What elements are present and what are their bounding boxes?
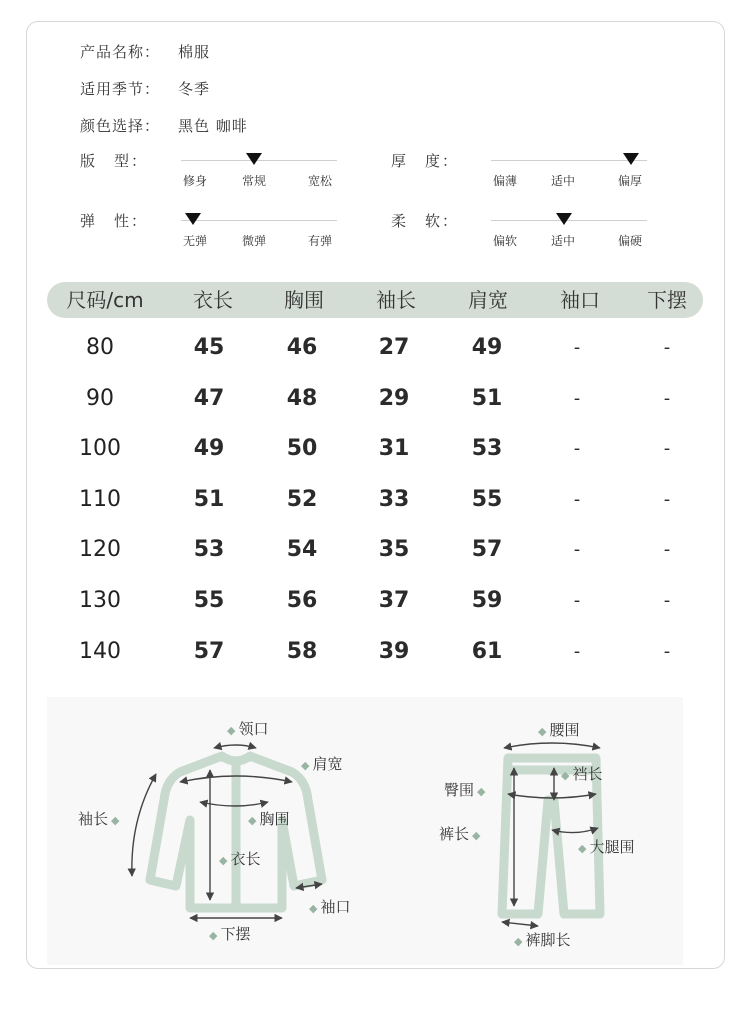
cell-shoulder: 61 [471,639,503,664]
cell-chest: 50 [286,436,318,461]
thickness-option-1: 偏薄 [493,174,518,188]
cell-hem: - [663,590,671,611]
cell-length: 51 [193,487,225,512]
cell-cuff: - [573,337,581,358]
header-cuff: 袖口 [560,288,600,312]
diamond-icon: ◆ [248,814,257,827]
cell-cuff: - [573,539,581,560]
header-shoulder: 肩宽 [468,288,508,312]
product-name-value: 棉服 [178,43,211,61]
thickness-label: 厚 度： [391,152,460,170]
jacket-shape [150,756,322,908]
cell-cuff: - [573,641,581,662]
cell-size: 130 [79,588,121,613]
label-shoulder: ◆ 肩宽 [301,755,343,773]
fit-label: 版 型： [80,152,149,170]
cell-hem: - [663,438,671,459]
cell-length: 57 [193,639,225,664]
cell-cuff: - [573,489,581,510]
cell-sleeve: 37 [378,588,410,613]
header-size: 尺码/cm [66,288,144,312]
cell-hem: - [663,539,671,560]
label-sleeve: 袖长 ◆ [78,810,120,828]
softness-label: 柔 软： [391,212,460,230]
cell-shoulder: 59 [471,588,503,613]
cell-sleeve: 33 [378,487,410,512]
cell-hem: - [663,489,671,510]
diamond-icon: ◆ [309,902,318,915]
softness-option-2: 适中 [551,234,576,248]
cell-sleeve: 39 [378,639,410,664]
cell-cuff: - [573,438,581,459]
season-label: 适用季节： [80,80,161,98]
cell-chest: 56 [286,588,318,613]
diamond-icon: ◆ [514,935,523,948]
elasticity-option-1: 无弹 [183,234,208,248]
product-name-label: 产品名称： [80,43,161,61]
cell-chest: 48 [286,386,318,411]
fit-option-1: 修身 [183,174,208,188]
header-sleeve: 袖长 [376,288,416,312]
cell-sleeve: 29 [378,386,410,411]
header-hem: 下摆 [647,288,687,312]
fit-option-3: 宽松 [308,174,333,188]
diamond-icon: ◆ [301,759,310,772]
cell-length: 53 [193,537,225,562]
cell-hem: - [663,641,671,662]
diamond-icon: ◆ [219,854,228,867]
label-rise: ◆ 裆长 [561,765,603,783]
cell-length: 49 [193,436,225,461]
cell-shoulder: 55 [471,487,503,512]
elasticity-option-3: 有弹 [308,234,333,248]
cell-chest: 46 [286,335,318,360]
elasticity-option-2: 微弹 [242,234,267,248]
label-leg-opening: ◆ 裤脚长 [514,931,571,949]
cell-shoulder: 57 [471,537,503,562]
diamond-icon: ◆ [111,814,120,827]
softness-option-3: 偏硬 [618,234,643,248]
label-cuff: ◆ 袖口 [309,898,351,916]
cell-hem: - [663,388,671,409]
cell-length: 47 [193,386,225,411]
diamond-icon: ◆ [227,724,236,737]
diamond-icon: ◆ [578,842,587,855]
label-hip: 臀围 ◆ [444,781,486,799]
color-label: 颜色选择： [80,117,161,135]
cell-hem: - [663,337,671,358]
label-hem: ◆ 下摆 [209,925,251,943]
cell-size: 110 [79,487,121,512]
diamond-icon: ◆ [538,725,547,738]
cell-sleeve: 27 [378,335,410,360]
diamond-icon: ◆ [472,829,481,842]
cell-chest: 54 [286,537,318,562]
fit-option-2: 常规 [242,174,267,188]
cell-length: 55 [193,588,225,613]
label-chest: ◆ 胸围 [248,810,290,828]
cell-chest: 58 [286,639,318,664]
label-waist: ◆ 腰围 [538,721,580,739]
diamond-icon: ◆ [561,769,570,782]
season-value: 冬季 [178,80,211,98]
thickness-option-3: 偏厚 [618,174,643,188]
softness-option-1: 偏软 [493,234,518,248]
cell-shoulder: 49 [471,335,503,360]
header-length: 衣长 [193,288,233,312]
diamond-icon: ◆ [477,785,486,798]
diamond-icon: ◆ [209,929,218,942]
cell-shoulder: 51 [471,386,503,411]
cell-size: 80 [86,335,114,360]
label-collar: ◆ 领口 [227,720,269,738]
cell-sleeve: 35 [378,537,410,562]
cell-length: 45 [193,335,225,360]
cell-chest: 52 [286,487,318,512]
cell-size: 120 [79,537,121,562]
label-thigh: ◆ 大腿围 [578,838,635,856]
cell-size: 90 [86,386,114,411]
label-length: ◆ 衣长 [219,850,261,868]
elasticity-label: 弹 性： [80,212,149,230]
cell-size: 140 [79,639,121,664]
label-pant-length: 裤长 ◆ [439,825,481,843]
color-value: 黑色 咖啡 [178,117,248,135]
cell-cuff: - [573,590,581,611]
cell-size: 100 [79,436,121,461]
cell-sleeve: 31 [378,436,410,461]
cell-cuff: - [573,388,581,409]
header-chest: 胸围 [284,288,324,312]
thickness-option-2: 适中 [551,174,576,188]
cell-shoulder: 53 [471,436,503,461]
